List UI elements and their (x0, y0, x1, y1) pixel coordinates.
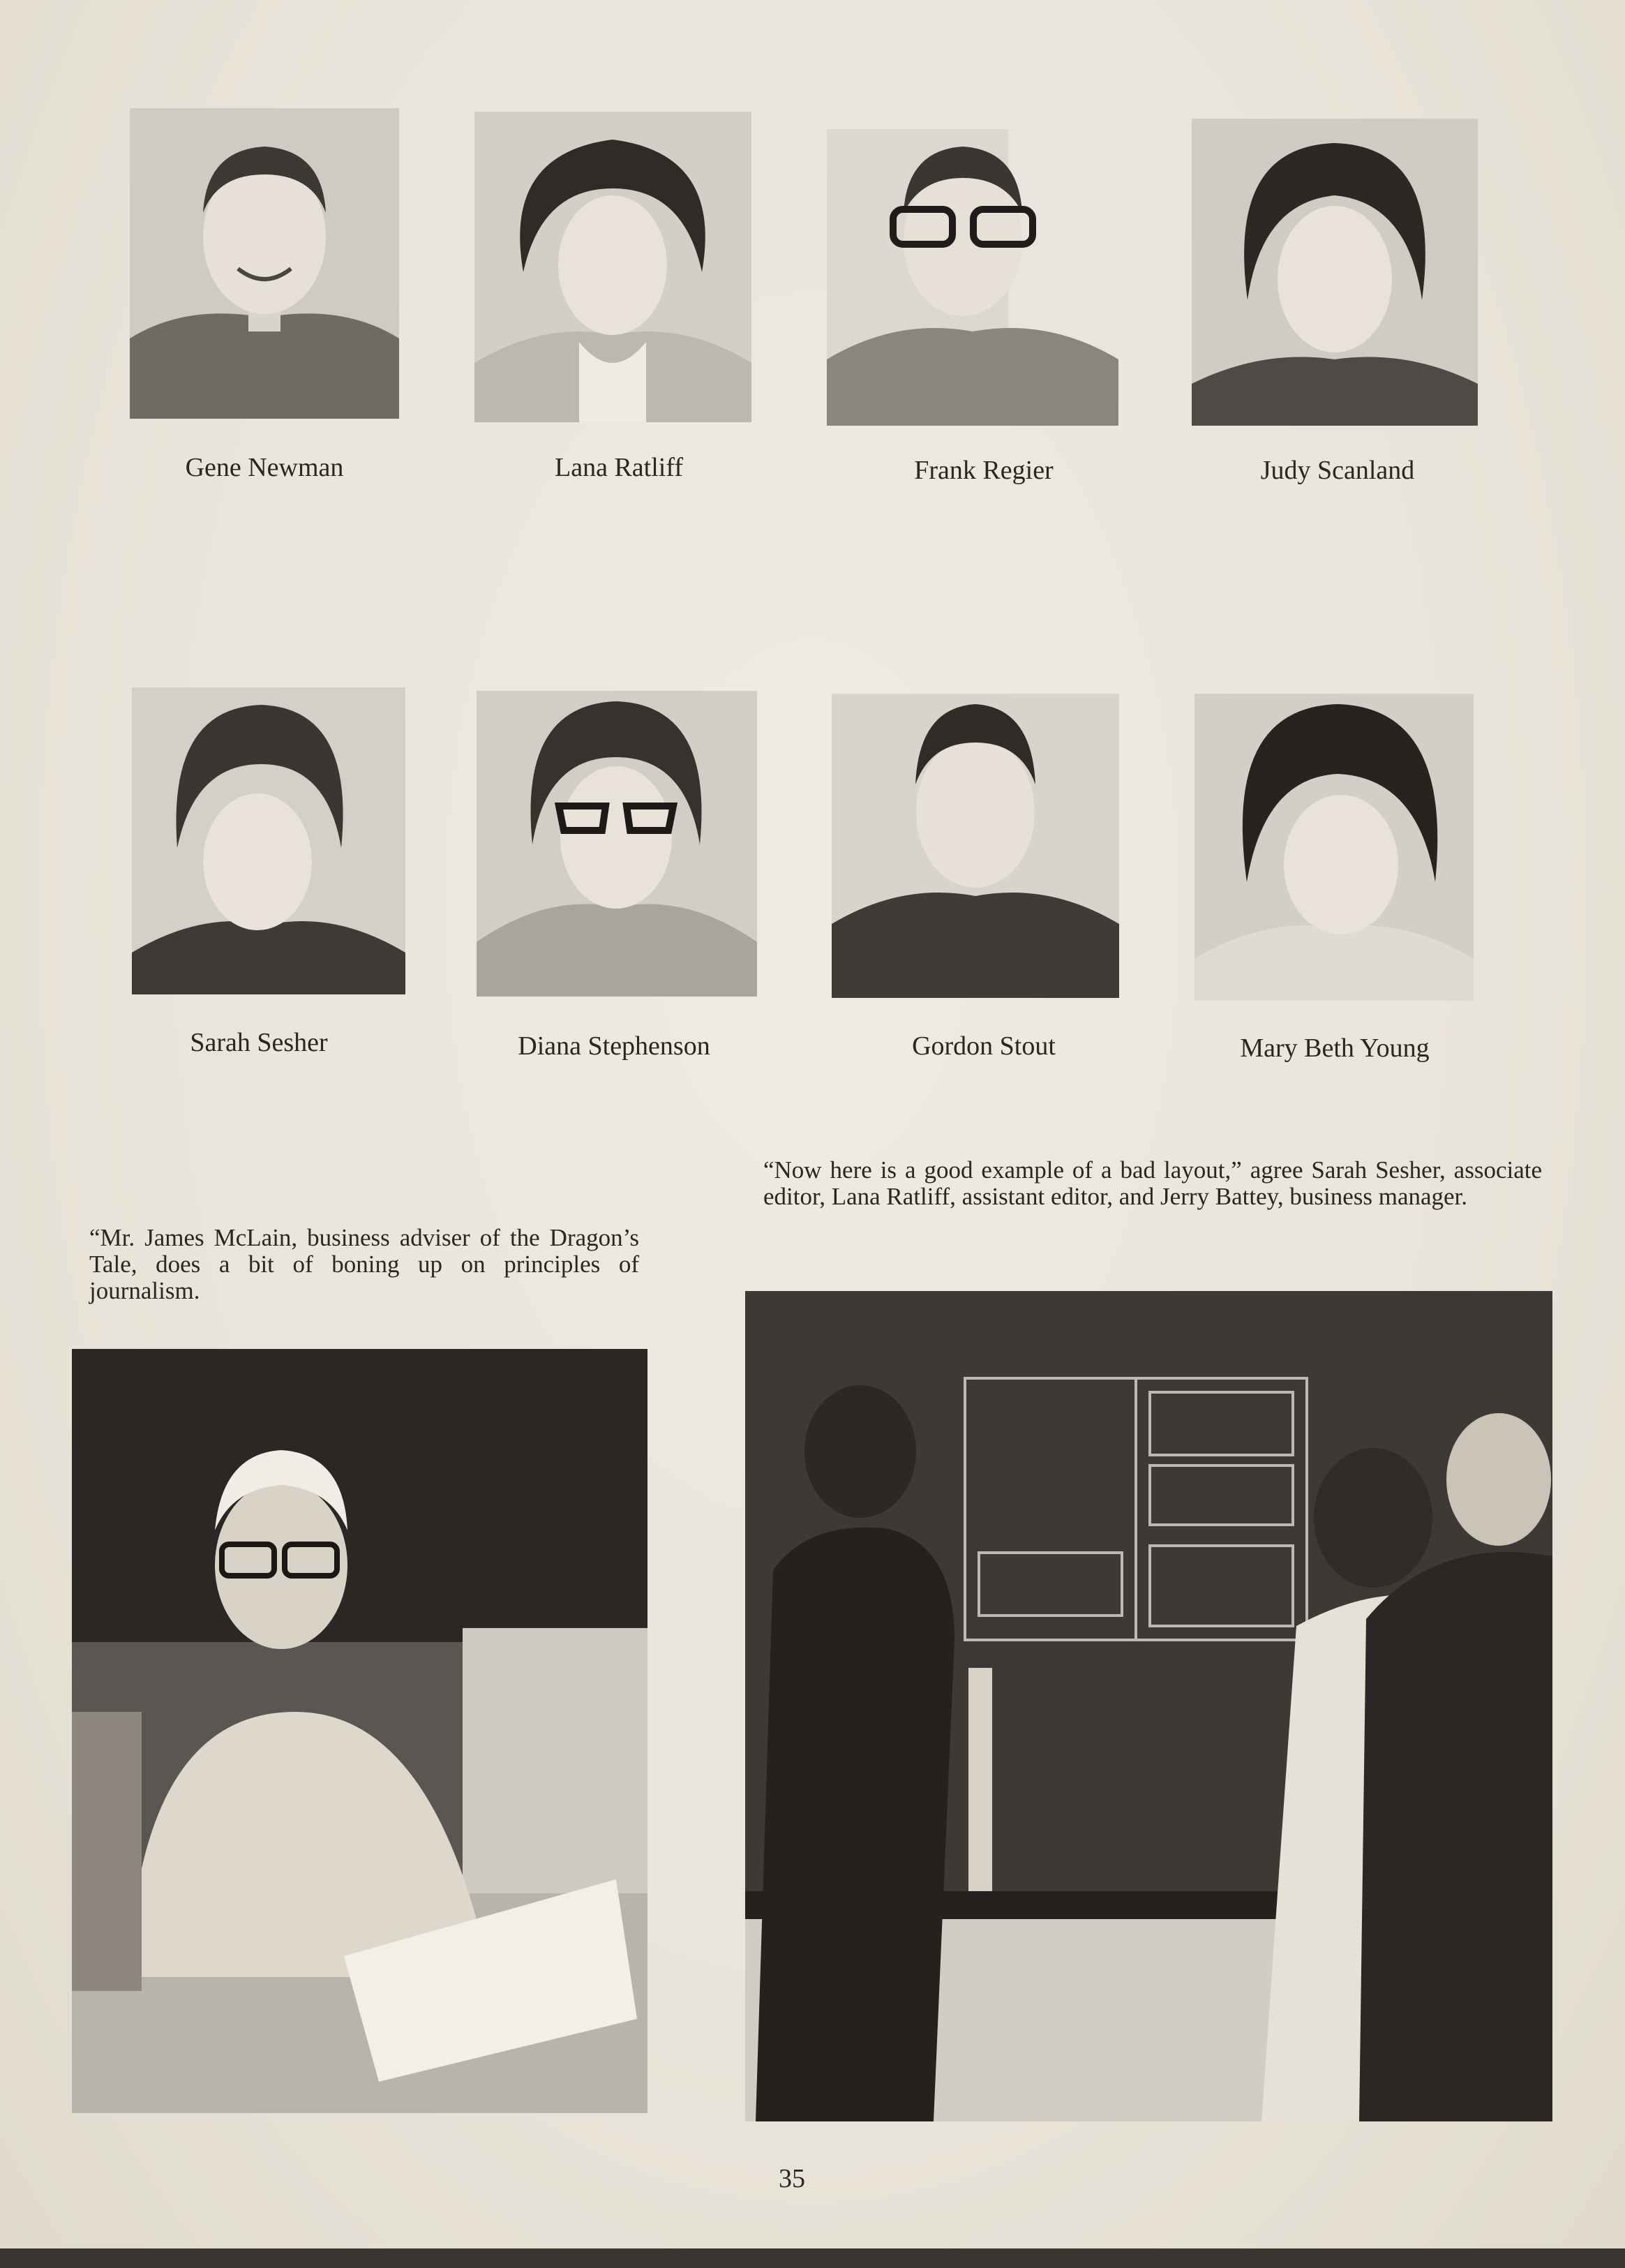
portrait-name-gene-newman: Gene Newman (185, 453, 344, 482)
caption-layout-photo: “Now here is a good example of a bad layout,” agree Sarah Sesher, associate editor, Lana Ratliff, assistant editor, and Jerry Battey, business manager. (763, 1156, 1542, 1210)
portrait-photo-gene-newman (130, 108, 399, 419)
portrait-image (474, 112, 751, 422)
portrait-image (130, 108, 399, 419)
portrait-photo-sarah-sesher (132, 687, 405, 994)
portrait-image (132, 687, 405, 994)
portrait-photo-judy-scanland (1192, 119, 1478, 426)
blackboard-image (745, 1291, 1552, 2121)
portrait-image (1192, 119, 1478, 426)
portrait-image (832, 694, 1119, 998)
page-bottom-edge (0, 2248, 1625, 2268)
portrait-name-gordon-stout: Gordon Stout (912, 1031, 1056, 1061)
portrait-photo-mary-beth-young (1195, 694, 1474, 1001)
portrait-name-judy-scanland: Judy Scanland (1260, 456, 1415, 485)
portrait-photo-frank-regier (827, 129, 1118, 426)
portrait-image (477, 691, 757, 997)
page-number: 35 (779, 2164, 805, 2193)
portrait-name-diana-stephenson: Diana Stephenson (518, 1031, 710, 1061)
portrait-name-frank-regier: Frank Regier (914, 456, 1054, 485)
portrait-photo-lana-ratliff (474, 112, 751, 422)
adviser-image (72, 1349, 647, 2113)
portrait-name-sarah-sesher: Sarah Sesher (190, 1028, 328, 1057)
portrait-name-lana-ratliff: Lana Ratliff (555, 453, 683, 482)
photo-adviser-reading (72, 1349, 647, 2113)
portrait-name-mary-beth-young: Mary Beth Young (1240, 1034, 1430, 1063)
portrait-image (1195, 694, 1474, 1001)
portrait-photo-gordon-stout (832, 694, 1119, 998)
portrait-image (827, 129, 1118, 426)
photo-editors-at-blackboard (745, 1291, 1552, 2121)
caption-adviser-photo: “Mr. James McLain, business adviser of the Dragon’s Tale, does a bit of boning up on principles of journalism. (89, 1224, 639, 1304)
portrait-photo-diana-stephenson (477, 691, 757, 997)
